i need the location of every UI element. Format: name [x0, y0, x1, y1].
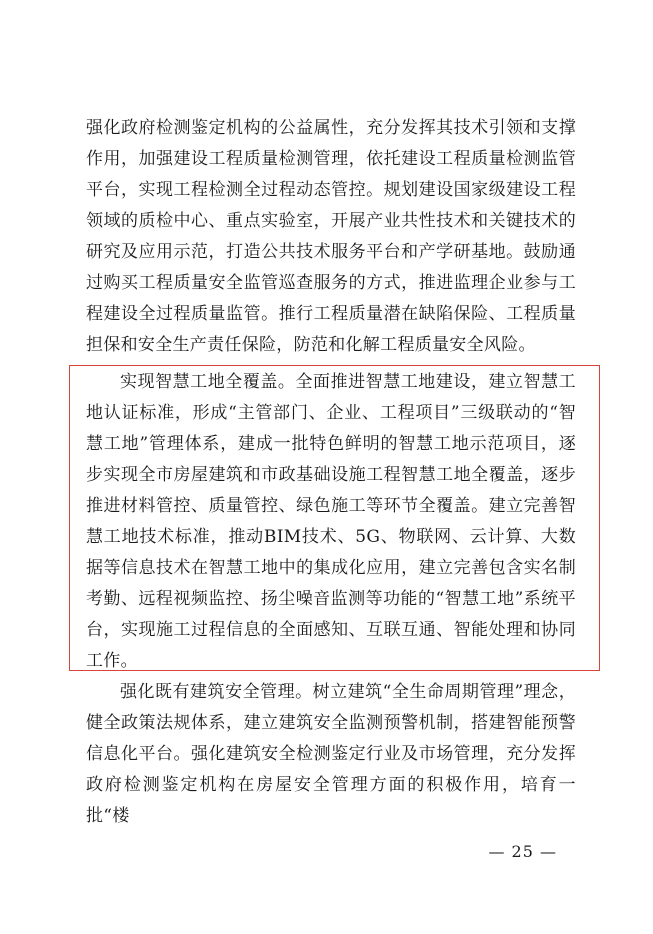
paragraph-existing-building-safety: 强化既有建筑安全管理。树立建筑“全生命周期管理”理念，健全政策法规体系，建立建筑安全监测预警机制，搭建智能预警信息化平台。强化建筑安全检测鉴定行业及市场管理，充分发挥政府检测鉴定机构在房屋安全管理方面的积极作用，培育一批“楼	[86, 682, 576, 826]
paragraph-smart-construction-site: 实现智慧工地全覆盖。全面推进智慧工地建设，建立智慧工地认证标准，形成“主管部门、企业、工程项目”三级联动的“智慧工地”管理体系，建成一批特色鲜明的智慧工地示范项目，逐步实现全市房屋建筑和市政基础设施工程智慧工地全覆盖，逐步推进材料管控、质量管控、绿色施工等环节全覆盖。建立完善智慧工地技术标准，推动BIM技术、5G、物联网、云计算、大数据等信息技术在智慧工地中的集成化应用，建立完善包含实名制考勤、远程视频监控、扬尘噪音监测等功能的“智慧工地”系统平台，实现施工过程信息的全面感知、互联互通、智能处理和协同工作。	[86, 372, 576, 671]
paragraph-quality-inspection: 强化政府检测鉴定机构的公益属性，充分发挥其技术引领和支撑作用，加强建设工程质量检测管理，依托建设工程质量检测监管平台，实现工程检测全过程动态管控。规划建设国家级建设工程领域的质检中心、重点实验室，开展产业共性技术和关键技术的研究及应用示范，打造公共技术服务平台和产学研基地。鼓励通过购买工程质量安全监管巡查服务的方式，推进监理企业参与工程建设全过程质量监管。推行工程质量潜在缺陷保险、工程质量担保和安全生产责任保险，防范和化解工程质量安全风险。	[86, 118, 576, 355]
page-number: — 25 —	[488, 842, 557, 861]
